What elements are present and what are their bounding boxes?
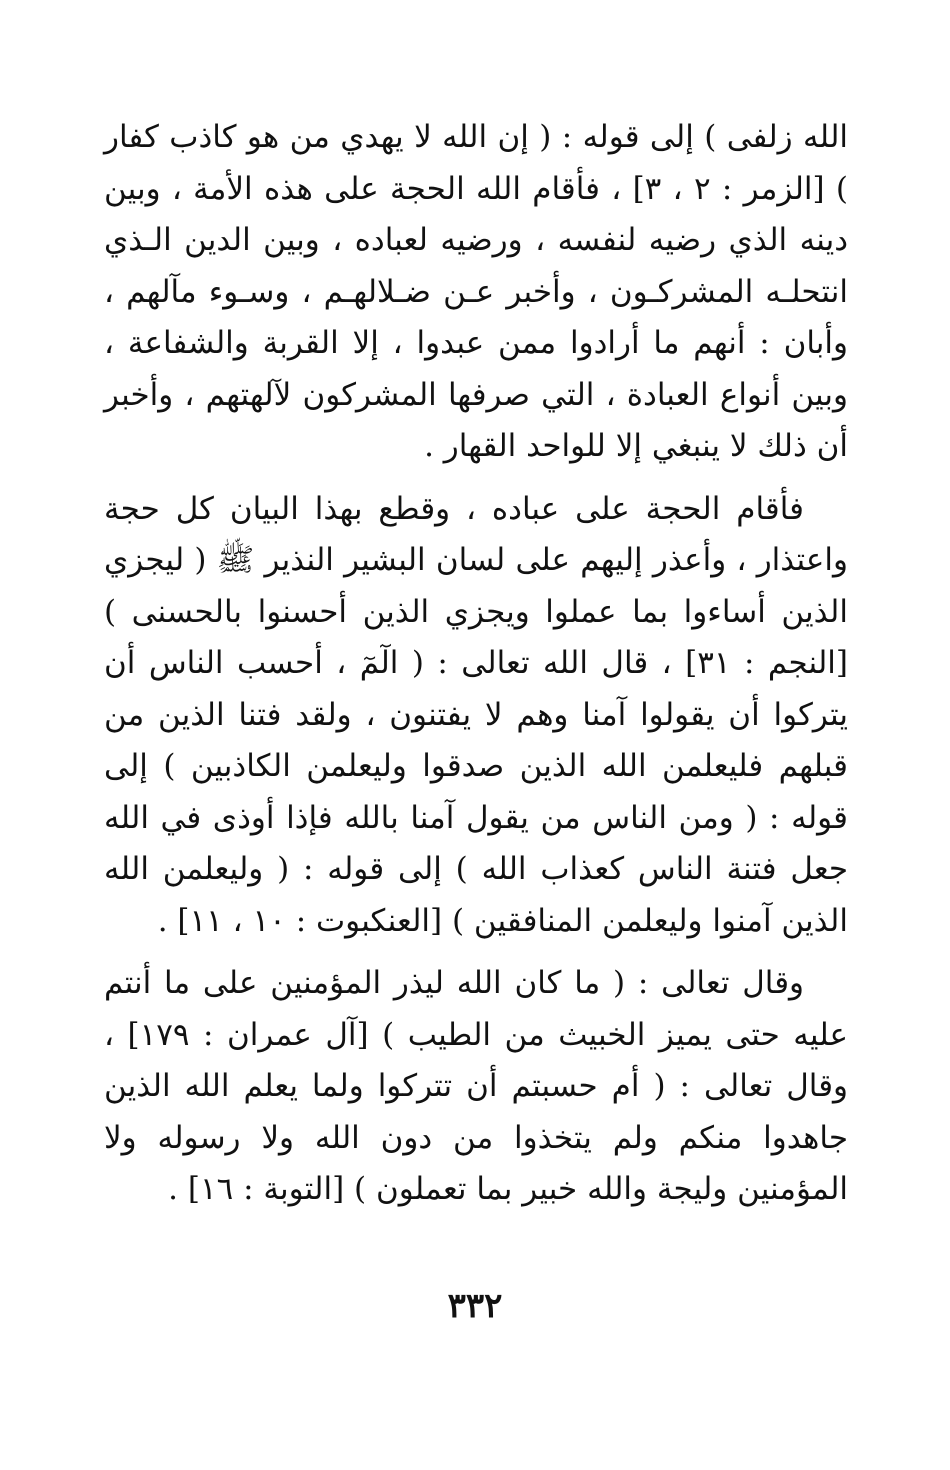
paragraph-2: فأقام الحجة على عباده ، وقطع بهذا البيان كل حجة واعتذار ، وأعذر إليهم على لسان البشير النذير ﷺ ( ليجزي الذين أساءوا بما عملوا ويجزي الذين أحسنوا بالحسنى ) [النجم : ٣١] ، قال الله تعالى : ( الٓمٓ ، أحسب الناس أن يتركوا أن يقولوا آمنا وهم لا يفتنون ، ولقد فتنا الذين من قبلهم فليعلمن الله الذين صدقوا وليعلمن الكاذبين ) إلى قوله : ( ومن الناس من يقول آمنا بالله فإذا أوذى في الله جعل فتنة الناس كعذاب الله ) إلى قوله : ( وليعلمن الله الذين آمنوا وليعلمن المنافقين ) [العنكبوت : ١٠ ، ١١] .: [104, 490, 848, 939]
paragraph-3: وقال تعالى : ( ما كان الله ليذر المؤمنين على ما أنتم عليه حتى يميز الخبيث من الطيب ) [آل عمران : ١٧٩] ، وقال تعالى : ( أم حسبتم أن تتركوا ولما يعلم الله الذين جاهدوا منكم ولم يتخذوا من دون الله ولا رسوله ولا المؤمنين وليجة والله خبير بما تعملون ) [التوبة : ١٦] .: [104, 965, 848, 1207]
paragraph-1: الله زلفى ) إلى قوله : ( إن الله لا يهدي من هو كاذب كفار ) [الزمر : ٢ ، ٣] ، فأقام الله الحجة على هذه الأمة ، وبين دينه الذي رضيه لنفسه ، ورضيه لعباده ، وبين الدين الـذي انتحلـه المشركـون ، وأخبر عـن ضـلالهـم ، وسـوء مآلهم ، وأبان : أنهم ما أرادوا ممن عبدوا ، إلا القربة والشفاعة ، وبين أنواع العبادة ، التي صرفها المشركون لآلهتهم ، وأخبر أن ذلك لا ينبغي إلا للواحد القهار .: [104, 119, 848, 464]
page-body: [104, 112, 848, 1216]
page-number: ٣٣٢: [447, 1286, 503, 1326]
